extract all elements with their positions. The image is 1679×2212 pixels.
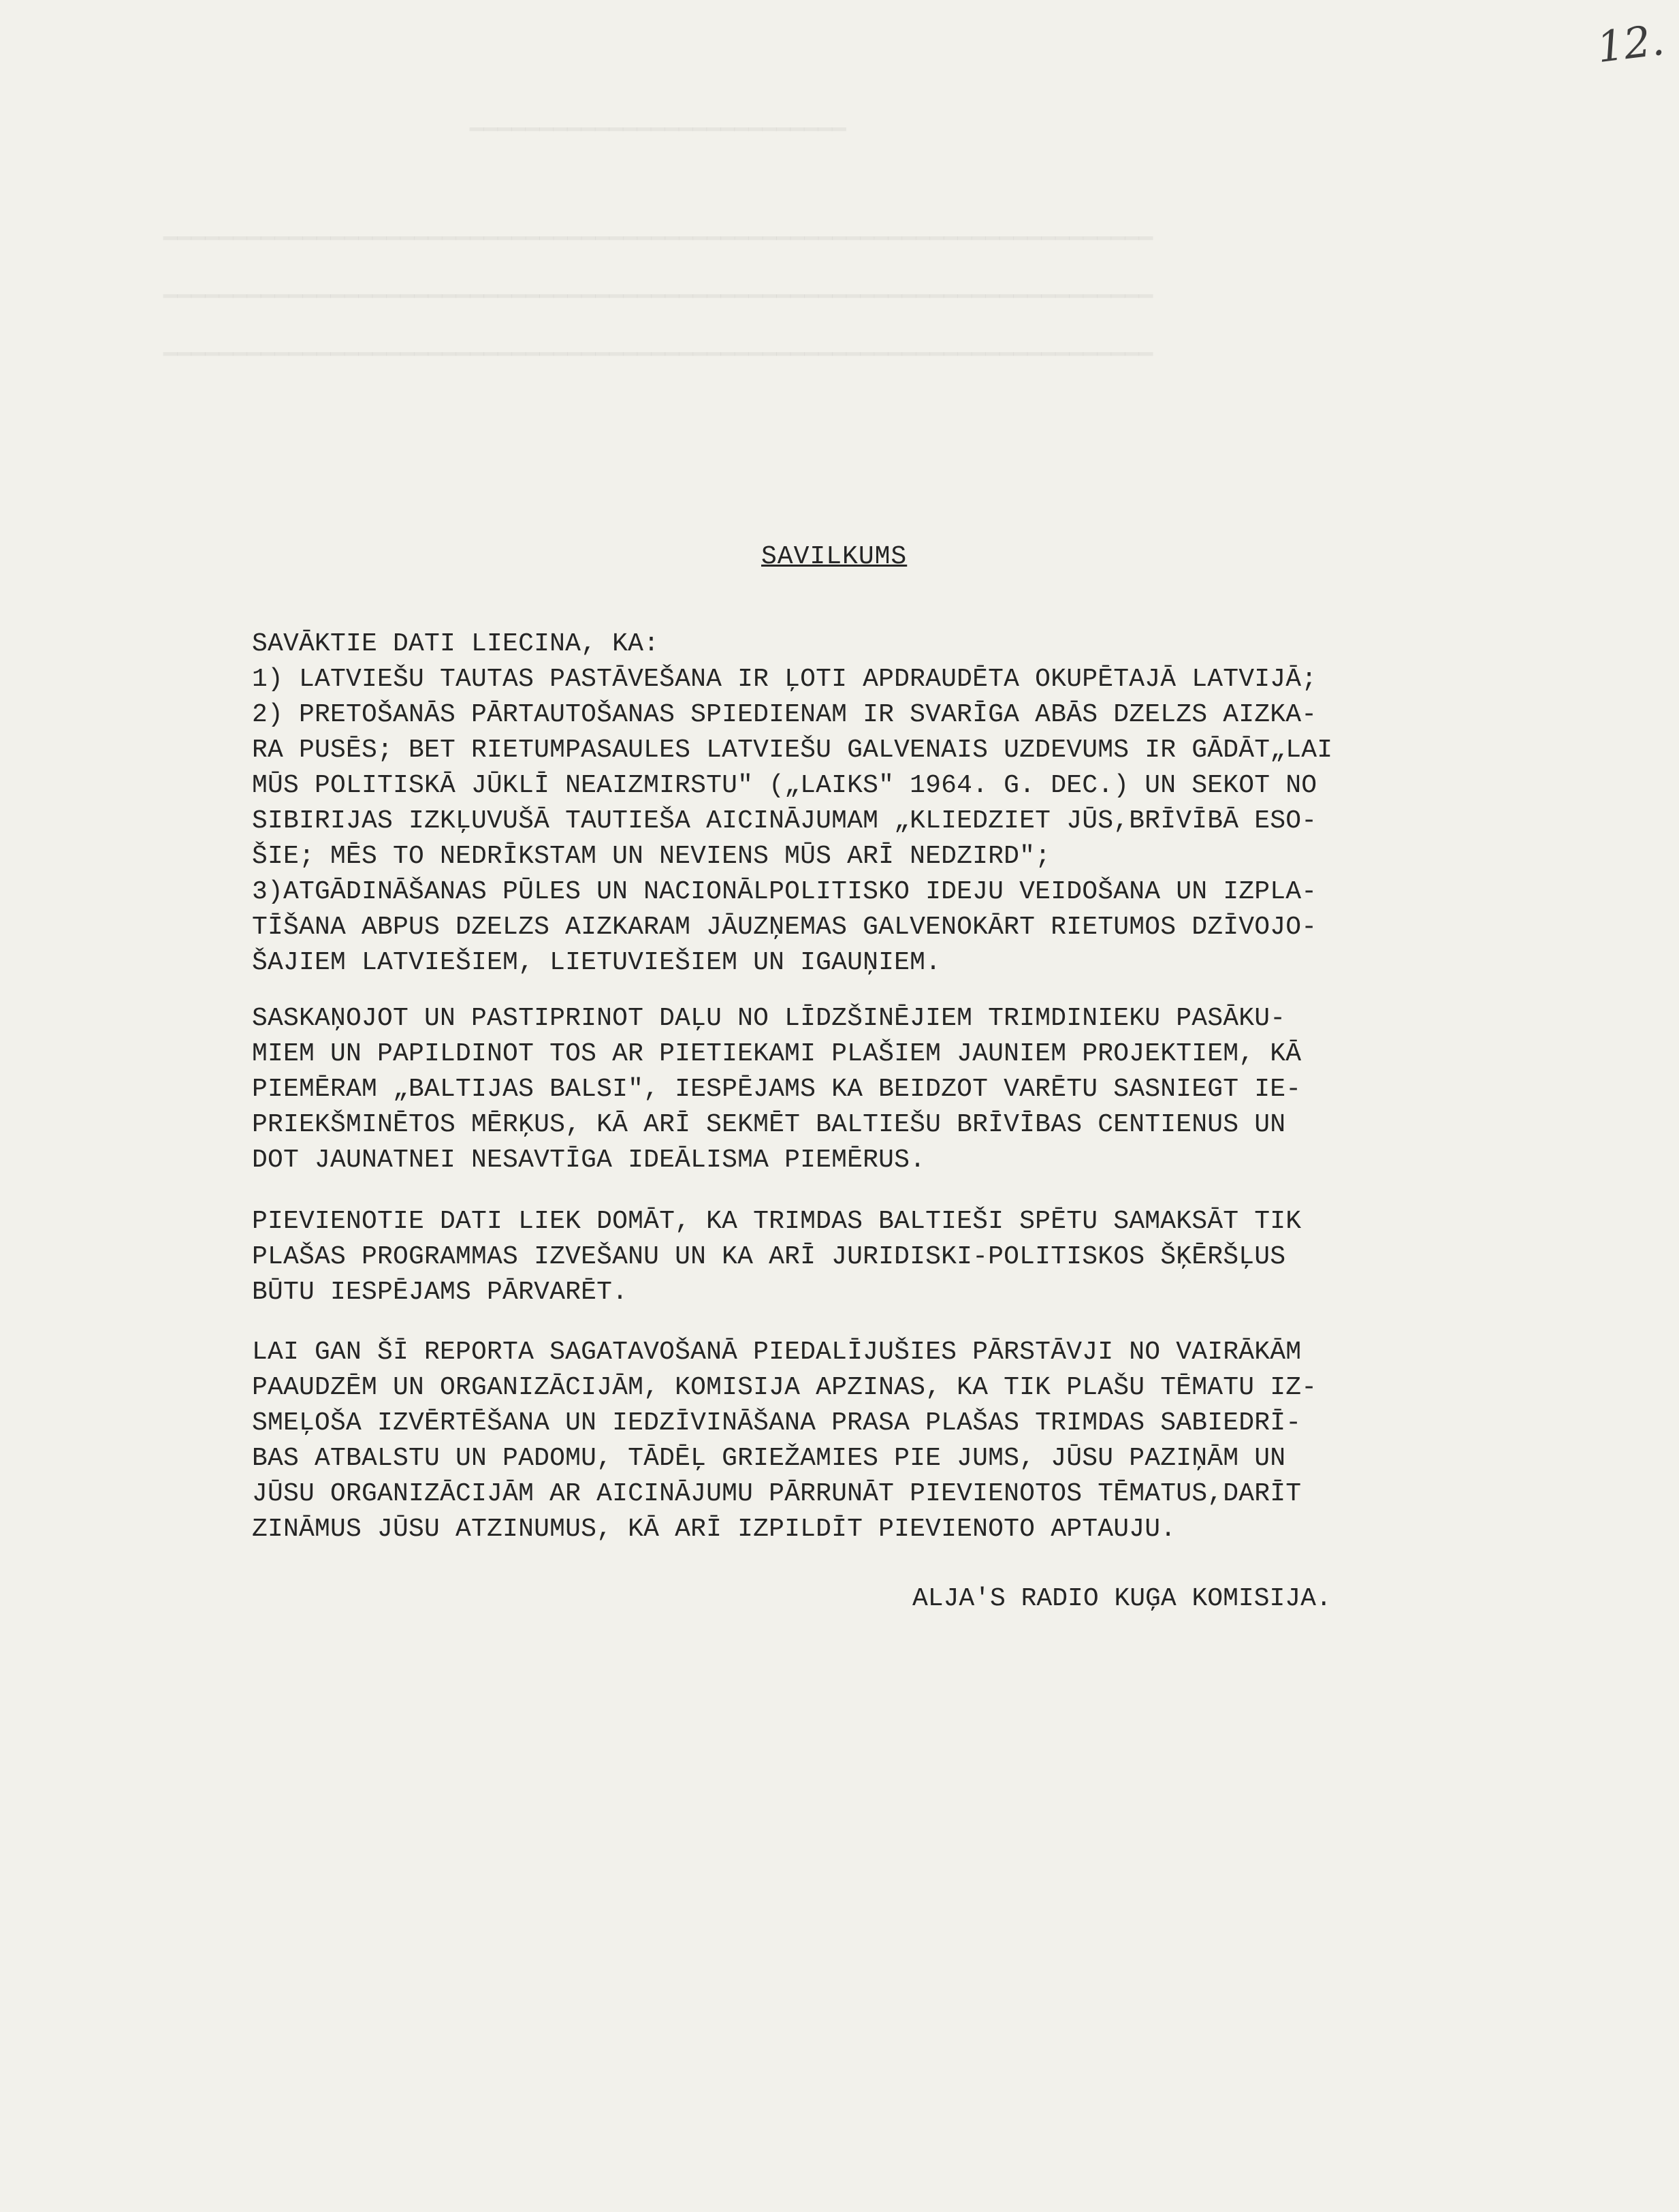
document-title: SAVILKUMS xyxy=(761,542,908,571)
text-line: MIEM UN PAPILDINOT TOS AR PIETIEKAMI PLAŠIEM JAUNIEM PROJEKTIEM, KĀ xyxy=(252,1039,1302,1069)
text-line: 3)ATGĀDINĀŠANAS PŪLES UN NACIONĀLPOLITISKO IDEJU VEIDOŠANA UN IZPLA- xyxy=(252,877,1317,906)
reverse-side-show-through: ▔▔▔▔▔▔▔▔▔▔▔▔▔▔▔▔▔▔▔▔▔▔▔▔▔▔▔▔▔▔▔▔▔▔▔▔▔▔▔▔▔▔▔▔▔▔▔▔▔▔▔▔▔▔▔▔▔▔▔▔▔▔▔▔▔▔▔▔▔▔▔ xyxy=(163,298,1153,323)
text-line: PAAUDZĒM UN ORGANIZĀCIJĀM, KOMISIJA APZINAS, KA TIK PLAŠU TĒMATU IZ- xyxy=(252,1373,1317,1402)
paragraph-financing xyxy=(252,1204,1416,1310)
paragraph-coordination xyxy=(252,1001,1416,1178)
paragraph-commission-request xyxy=(252,1335,1416,1547)
text-line: LAI GAN ŠĪ REPORTA SAGATAVOŠANĀ PIEDALĪJUŠIES PĀRSTĀVJI NO VAIRĀKĀM xyxy=(252,1338,1302,1367)
commission-signature: ALJA'S RADIO KUĢA KOMISIJA. xyxy=(912,1584,1332,1613)
paragraph-collected-data xyxy=(252,627,1416,981)
text-line: BŪTU IESPĒJAMS PĀRVARĒT. xyxy=(252,1278,628,1307)
text-line: MŪS POLITISKĀ JŪKLĪ NEAIZMIRSTU" („LAIKS" 1964. G. DEC.) UN SEKOT NO xyxy=(252,771,1317,800)
text-line: RA PUSĒS; BET RIETUMPASAULES LATVIEŠU GALVENAIS UZDEVUMS IR GĀDĀT„LAI xyxy=(252,736,1333,765)
text-line: SIBIRIJAS IZKĻUVUŠĀ TAUTIEŠA AICINĀJUMAM „KLIEDZIET JŪS,BRĪVĪBĀ ESO- xyxy=(252,806,1317,836)
text-line: PIEMĒRAM „BALTIJAS BALSI", IESPĒJAMS KA BEIDZOT VARĒTU SASNIEGT IE- xyxy=(252,1075,1302,1104)
text-line: SMEĻOŠA IZVĒRTĒŠANA UN IEDZĪVINĀŠANA PRASA PLAŠAS TRIMDAS SABIEDRĪ- xyxy=(252,1408,1302,1438)
text-line: ŠAJIEM LATVIEŠIEM, LIETUVIEŠIEM UN IGAUŅIEM. xyxy=(252,948,942,977)
text-line: PLAŠAS PROGRAMMAS IZVEŠANU UN KA ARĪ JURIDISKI-POLITISKOS ŠĶĒRŠĻUS xyxy=(252,1242,1286,1271)
text-line: 2) PRETOŠANĀS PĀRTAUTOŠANAS SPIEDIENAM IR SVARĪGA ABĀS DZELZS AIZKA- xyxy=(252,700,1317,729)
reverse-side-show-through: ▔▔▔▔▔▔▔▔▔▔▔▔▔▔▔▔▔▔▔▔▔▔▔▔▔▔▔ xyxy=(470,131,846,157)
reverse-side-show-through: ▔▔▔▔▔▔▔▔▔▔▔▔▔▔▔▔▔▔▔▔▔▔▔▔▔▔▔▔▔▔▔▔▔▔▔▔▔▔▔▔▔▔▔▔▔▔▔▔▔▔▔▔▔▔▔▔▔▔▔▔▔▔▔▔▔▔▔▔▔▔▔ xyxy=(163,356,1153,381)
text-line: ŠIE; MĒS TO NEDRĪKSTAM UN NEVIENS MŪS ARĪ NEDZIRD"; xyxy=(252,842,1051,871)
text-line: JŪSU ORGANIZĀCIJĀM AR AICINĀJUMU PĀRRUNĀT PIEVIENOTOS TĒMATUS,DARĪT xyxy=(252,1479,1302,1508)
text-line: SASKAŅOJOT UN PASTIPRINOT DAĻU NO LĪDZŠINĒJIEM TRIMDINIEKU PASĀKU- xyxy=(252,1004,1286,1033)
text-line: TĪŠANA ABPUS DZELZS AIZKARAM JĀUZŅEMAS GALVENOKĀRT RIETUMOS DZĪVOJO- xyxy=(252,913,1317,942)
text-line: ZINĀMUS JŪSU ATZINUMUS, KĀ ARĪ IZPILDĪT PIEVIENOTO APTAUJU. xyxy=(252,1515,1177,1544)
text-line: DOT JAUNATNEI NESAVTĪGA IDEĀLISMA PIEMĒRUS. xyxy=(252,1146,926,1175)
text-line: 1) LATVIEŠU TAUTAS PASTĀVEŠANA IR ĻOTI APDRAUDĒTA OKUPĒTAJĀ LATVIJĀ; xyxy=(252,665,1317,694)
handwritten-page-number: 12. xyxy=(1594,14,1667,73)
text-line: PRIEKŠMINĒTOS MĒRĶUS, KĀ ARĪ SEKMĒT BALTIEŠU BRĪVĪBAS CENTIENUS UN xyxy=(252,1110,1286,1139)
reverse-side-show-through: ▔▔▔▔▔▔▔▔▔▔▔▔▔▔▔▔▔▔▔▔▔▔▔▔▔▔▔▔▔▔▔▔▔▔▔▔▔▔▔▔▔▔▔▔▔▔▔▔▔▔▔▔▔▔▔▔▔▔▔▔▔▔▔▔▔▔▔▔▔▔▔ xyxy=(163,240,1153,266)
text-line: PIEVIENOTIE DATI LIEK DOMĀT, KA TRIMDAS BALTIEŠI SPĒTU SAMAKSĀT TIK xyxy=(252,1207,1302,1236)
text-line: BAS ATBALSTU UN PADOMU, TĀDĒĻ GRIEŽAMIES PIE JUMS, JŪSU PAZIŅĀM UN xyxy=(252,1444,1286,1473)
text-line: SAVĀKTIE DATI LIECINA, KA: xyxy=(252,629,660,659)
